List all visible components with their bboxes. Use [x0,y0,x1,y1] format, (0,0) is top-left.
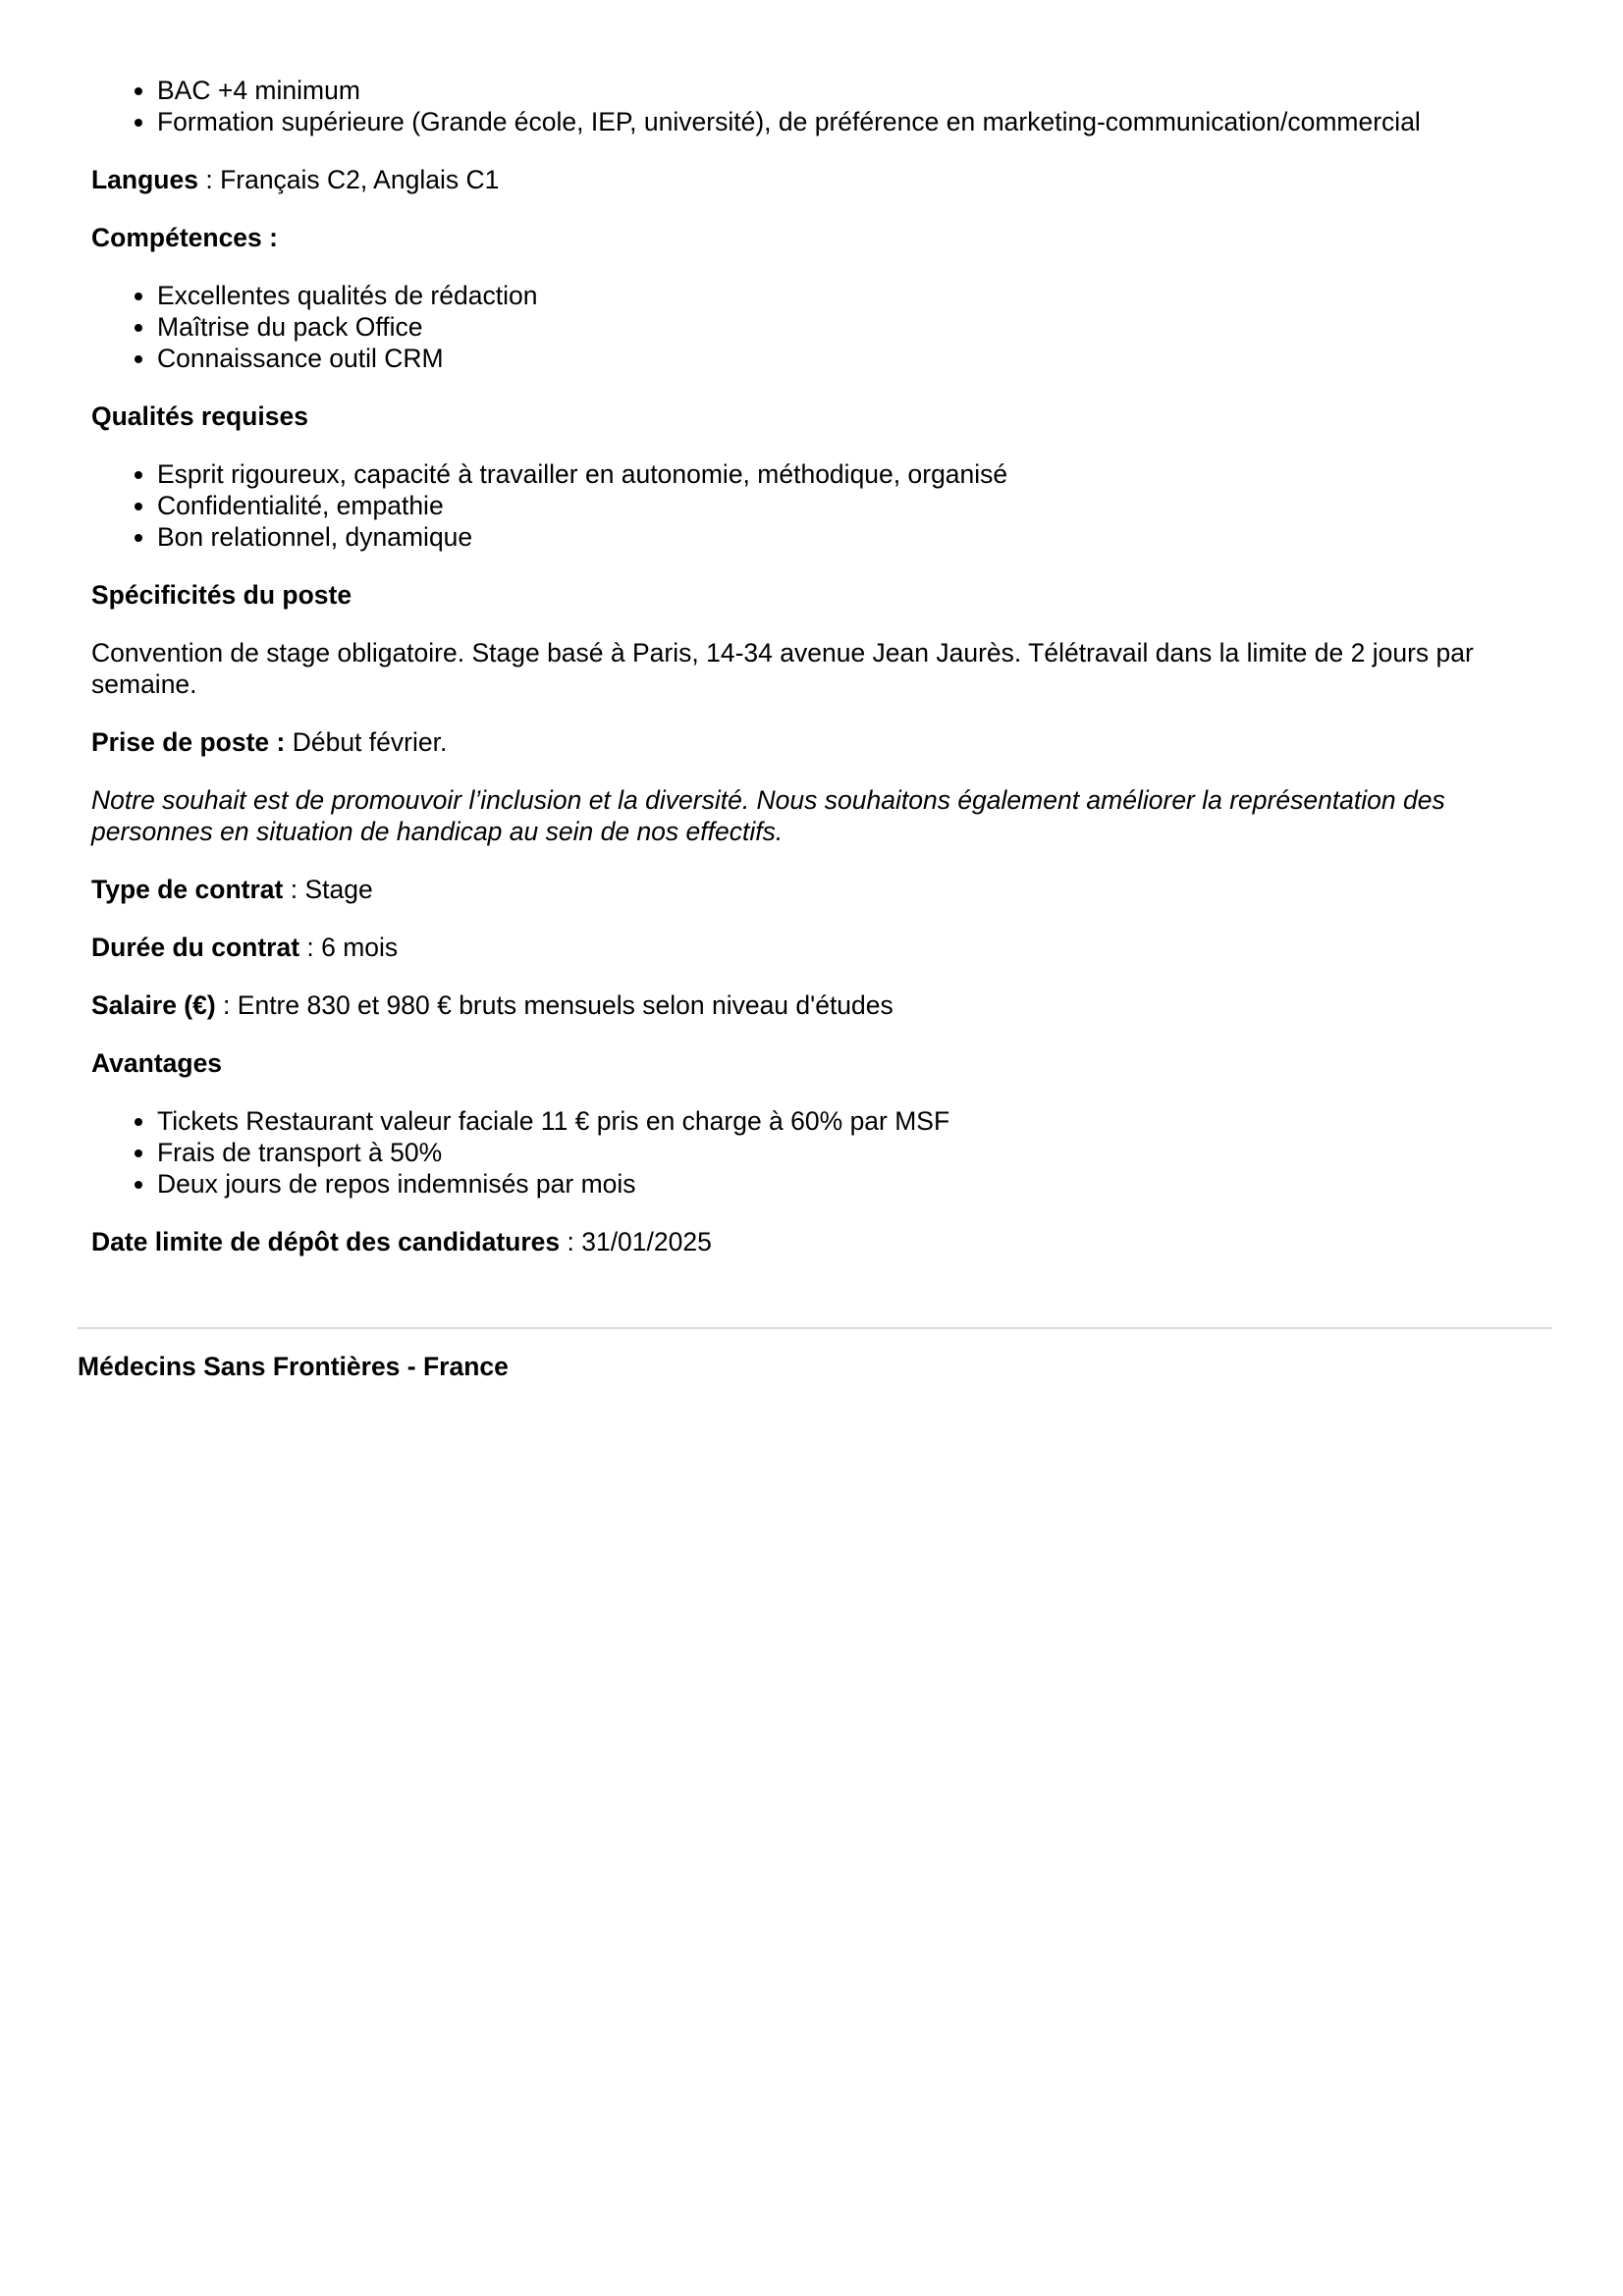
specificites-heading: Spécificités du poste [91,580,352,610]
list-item: Excellentes qualités de rédaction [157,280,1544,311]
list-item: Formation supérieure (Grande école, IEP, université), de préférence en marketing-communication/commercial [157,106,1544,137]
duree-contrat-line [91,932,1544,963]
list-item: Tickets Restaurant valeur faciale 11 € pris en charge à 60% par MSF [157,1105,1544,1137]
prise-de-poste-label: Prise de poste : [91,727,286,757]
specificites-text: Convention de stage obligatoire. Stage basé à Paris, 14-34 avenue Jean Jaurès. Télétravail dans la limite de 2 jours par semaine. [91,638,1474,699]
list-item: BAC +4 minimum [157,75,1544,106]
footer-divider [78,1327,1552,1329]
langues-value: Français C2, Anglais C1 [220,165,500,194]
langues-label: Langues [91,165,198,194]
list-item: Deux jours de repos indemnisés par mois [157,1168,1544,1200]
list-item: Bon relationnel, dynamique [157,521,1544,553]
list-item: Connaissance outil CRM [157,343,1544,374]
salaire-label: Salaire (€) [91,990,216,1020]
type-contrat-value: : Stage [283,875,373,904]
langues-line [91,164,1544,195]
prise-de-poste-value: Début février. [285,727,448,757]
date-limite-line [91,1226,1544,1257]
list-item: Esprit rigoureux, capacité à travailler en autonomie, méthodique, organisé [157,458,1544,490]
avantages-heading: Avantages [91,1048,223,1078]
date-limite-value: : 31/01/2025 [560,1227,712,1256]
duree-contrat-label: Durée du contrat [91,933,300,962]
inclusion-note: Notre souhait est de promouvoir l’inclusion et la diversité. Nous souhaitons également améliorer la représentation des personnes en situation de handicap au sein de nos effectifs. [91,785,1445,846]
salaire-value: : Entre 830 et 980 € bruts mensuels selon niveau d'études [215,990,893,1020]
qualites-list [91,458,1544,553]
salaire-line [91,989,1544,1021]
type-contrat-label: Type de contrat [91,875,284,904]
list-item: Frais de transport à 50% [157,1137,1544,1168]
prise-de-poste-line [91,726,1544,758]
date-limite-label: Date limite de dépôt des candidatures [91,1227,561,1256]
list-item: Maîtrise du pack Office [157,311,1544,343]
competences-heading: Compétences : [91,223,278,252]
competences-list [91,280,1544,374]
qualites-heading: Qualités requises [91,401,308,431]
job-offer-body [91,75,1544,1257]
type-contrat-line [91,874,1544,905]
langues-sep: : [197,165,221,194]
duree-contrat-value: : 6 mois [299,933,399,962]
avantages-list [91,1105,1544,1200]
footer-organization: Médecins Sans Frontières - France [78,1352,509,1381]
list-item: Confidentialité, empathie [157,490,1544,521]
education-list [91,75,1544,137]
